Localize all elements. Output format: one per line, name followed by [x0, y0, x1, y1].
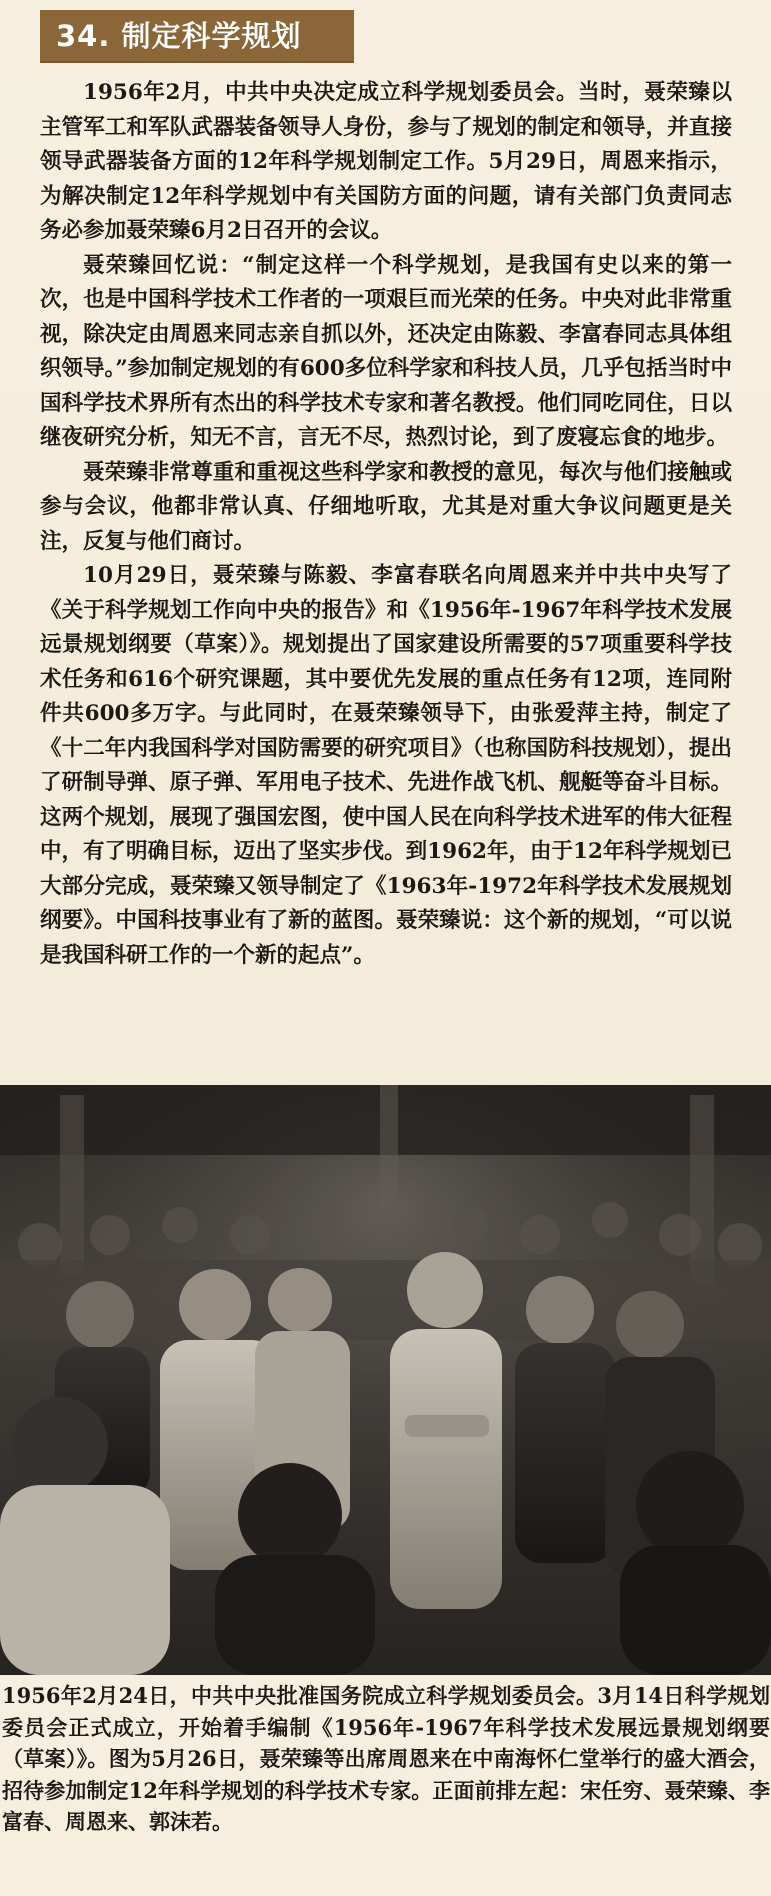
- article-body: [40, 76, 732, 973]
- paragraph: 10月29日，聂荣臻与陈毅、李富春联名向周恩来并中共中央写了《关于科学规划工作向中央的报告》和《1956年-1967年科学技术发展远景规划纲要（草案）》。规划提出了国家建设所需要的57项重要科学技术任务和616个研究课题，其中要优先发展的重点任务有12项，连同附件共600多万字。与此同时，在聂荣臻领导下，由张爱萍主持，制定了《十二年内我国科学对国防需要的研究项目》（也称国防科技规划），提出了研制导弹、原子弹、军用电子技术、先进作战飞机、舰艇等奋斗目标。这两个规划，展现了强国宏图，使中国人民在向科学技术进军的伟大征程中，有了明确目标，迈出了坚实步伐。到1962年，由于12年科学规划已大部分完成，聂荣臻又领导制定了《1963年-1972年科学技术发展规划纲要》。中国科技事业有了新的蓝图。聂荣臻说：这个新的规划，“可以说是我国科研工作的一个新的起点”。: [40, 563, 732, 968]
- paragraph: 聂荣臻回忆说：“制定这样一个科学规划，是我国有史以来的第一次，也是中国科学技术工作者的一项艰巨而光荣的任务。中央对此非常重视，除决定由周恩来同志亲自抓以外，还决定由陈毅、李富春同志具体组织领导。”参加制定规划的有600多位科学家和科技人员，几乎包括当时中国科学技术界所有杰出的科学技术专家和著名教授。他们同吃同住，日以继夜研究分析，知无不言，言无不尽，热烈讨论，到了废寝忘食的地步。: [40, 252, 732, 450]
- banquet-photo-illustration: [0, 1085, 771, 1675]
- photo-caption: 1956年2月24日，中共中央批准国务院成立科学规划委员会。3月14日科学规划委员会正式成立，开始着手编制《1956年-1967年科学技术发展远景规划纲要（草案）》。图为5月26日，聂荣臻等出席周恩来在中南海怀仁堂举行的盛大酒会，招待参加制定12年科学规划的科学技术专家。正面前排左起：宋任穷、聂荣臻、李富春、周恩来、郭沫若。: [2, 1683, 770, 1834]
- paragraph: 1956年2月，中共中央决定成立科学规划委员会。当时，聂荣臻以主管军工和军队武器装备领导人身份，参与了规划的制定和领导，并直接领导武器装备方面的12年科学规划制定工作。5月29日，周恩来指示，为解决制定12年科学规划中有关国防方面的问题，请有关部门负责同志务必参加聂荣臻6月2日召开的会议。: [40, 80, 732, 243]
- paragraph: 聂荣臻非常尊重和重视这些科学家和教授的意见，每次与他们接触或参与会议，他都非常认真、仔细地听取，尤其是对重大争议问题更是关注，反复与他们商讨。: [40, 459, 732, 554]
- section-title-bar: [40, 10, 354, 63]
- historical-photo: [0, 1085, 771, 1675]
- section-title: 34. 制定科学规划: [56, 19, 302, 53]
